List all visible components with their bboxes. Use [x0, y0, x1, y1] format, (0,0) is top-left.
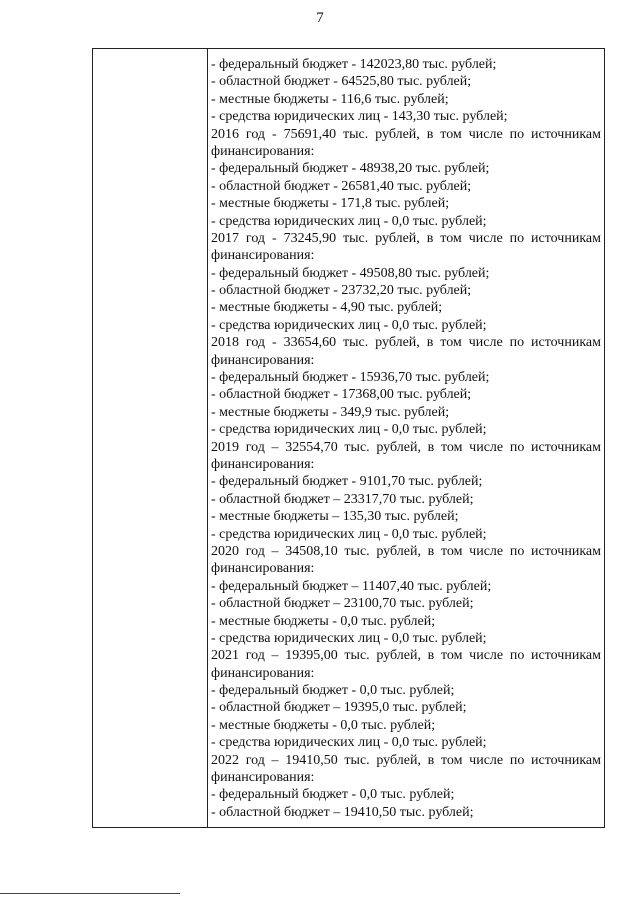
funding-line: - областной бюджет - 64525,80 тыс. рублей; [211, 74, 472, 90]
funding-line: - местные бюджеты - 0,0 тыс. рублей; [211, 613, 436, 629]
funding-line: финансирования: [211, 561, 315, 577]
year-total-line: 2020 год – 34508,10 тыс. рублей, в том числе по источникам [211, 543, 601, 559]
year-total-line: 2022 год – 19410,50 тыс. рублей, в том числе по источникам [211, 752, 601, 768]
funding-line: - средства юридических лиц - 0,0 тыс. рублей; [211, 317, 487, 333]
table-label-cell [93, 49, 208, 827]
funding-line: - местные бюджеты - 349,9 тыс. рублей; [211, 404, 450, 420]
funding-line: - местные бюджеты - 116,6 тыс. рублей; [211, 91, 449, 107]
funding-line: - местные бюджеты - 0,0 тыс. рублей; [211, 717, 436, 733]
funding-line: - федеральный бюджет – 11407,40 тыс. рублей; [211, 578, 492, 594]
funding-line: - областной бюджет - 23732,20 тыс. рублей; [211, 283, 472, 299]
funding-line: - средства юридических лиц - 0,0 тыс. рублей; [211, 735, 487, 751]
table-content-cell [208, 49, 604, 827]
footer-rule [0, 893, 180, 894]
funding-line: - федеральный бюджет - 142023,80 тыс. рублей; [211, 57, 497, 72]
funding-line: - средства юридических лиц - 0,0 тыс. рублей; [211, 422, 487, 438]
funding-line: - местные бюджеты - 171,8 тыс. рублей; [211, 196, 450, 212]
funding-line: - местные бюджеты - 4,90 тыс. рублей; [211, 300, 443, 316]
funding-line: - областной бюджет - 17368,00 тыс. рублей; [211, 387, 472, 403]
funding-line: - областной бюджет – 19395,0 тыс. рублей; [211, 700, 467, 716]
year-total-line: 2021 год – 19395,00 тыс. рублей, в том числе по источникам [211, 648, 601, 664]
funding-line: - федеральный бюджет - 15936,70 тыс. рублей; [211, 370, 490, 386]
funding-line: финансирования: [211, 770, 315, 786]
year-total-line: 2016 год - 75691,40 тыс. рублей, в том числе по источникам [211, 126, 601, 142]
funding-line: - областной бюджет – 23317,70 тыс. рублей; [211, 491, 474, 507]
funding-line: - средства юридических лиц - 143,30 тыс. рублей; [211, 109, 508, 125]
funding-line: - федеральный бюджет - 0,0 тыс. рублей; [211, 787, 455, 803]
year-total-line: 2017 год - 73245,90 тыс. рублей, в том числе по источникам [211, 230, 601, 246]
year-total-line: 2018 год - 33654,60 тыс. рублей, в том числе по источникам [211, 335, 601, 351]
funding-line: - средства юридических лиц - 0,0 тыс. рублей; [211, 213, 487, 229]
funding-line: - областной бюджет – 23100,70 тыс. рублей; [211, 596, 474, 612]
funding-line: - областной бюджет – 19410,50 тыс. рублей; [211, 804, 474, 820]
funding-table [92, 48, 605, 828]
page-number: 7 [316, 10, 324, 26]
year-total-line: 2019 год – 32554,70 тыс. рублей, в том числе по источникам [211, 439, 601, 455]
funding-line: - федеральный бюджет - 9101,70 тыс. рублей; [211, 474, 483, 490]
funding-line: финансирования: [211, 352, 315, 368]
funding-line: - средства юридических лиц - 0,0 тыс. рублей; [211, 526, 487, 542]
funding-line: - федеральный бюджет - 0,0 тыс. рублей; [211, 683, 455, 699]
funding-line: финансирования: [211, 143, 315, 159]
funding-line: финансирования: [211, 456, 315, 472]
funding-line: - местные бюджеты – 135,30 тыс. рублей; [211, 509, 459, 525]
funding-line: - федеральный бюджет - 49508,80 тыс. рублей; [211, 265, 490, 281]
funding-line: финансирования: [211, 248, 315, 264]
funding-line: - федеральный бюджет - 48938,20 тыс. рублей; [211, 161, 490, 177]
funding-line: - средства юридических лиц - 0,0 тыс. рублей; [211, 630, 487, 646]
funding-line: - областной бюджет - 26581,40 тыс. рублей; [211, 178, 472, 194]
funding-line: финансирования: [211, 665, 315, 681]
